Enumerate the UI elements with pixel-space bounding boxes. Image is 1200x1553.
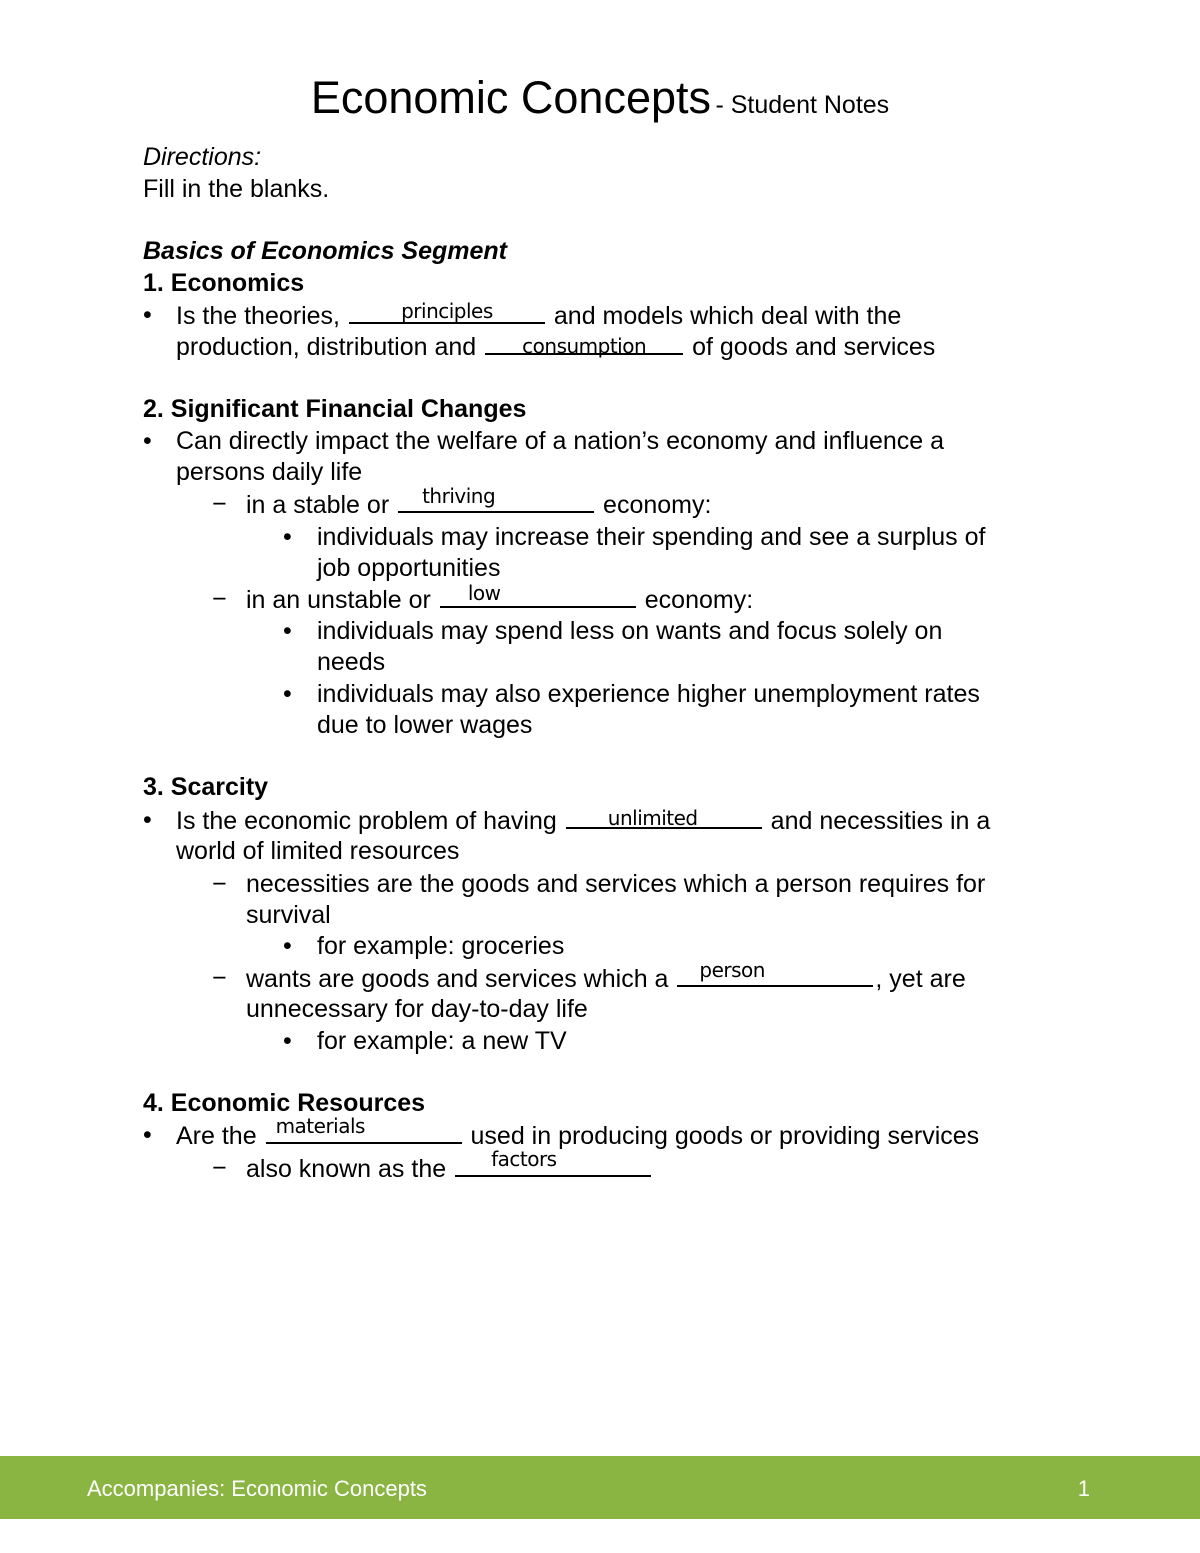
text-segment: and models which deal with the <box>553 302 902 330</box>
text-segment: also known as the <box>246 1155 447 1183</box>
fill-blank <box>398 484 594 513</box>
unstable-sub-2b: due to lower wages <box>317 711 533 739</box>
handwritten-answer: factors <box>491 1147 557 1171</box>
text-segment: economy: <box>644 586 754 614</box>
bullet-icon: • <box>283 523 292 551</box>
scarcity-wants-example: for example: a new TV <box>317 1027 567 1055</box>
fill-blank <box>349 300 545 324</box>
page-number: 1 <box>1077 1476 1090 1501</box>
dash-icon: − <box>212 490 227 518</box>
scarcity-necessities-example: for example: groceries <box>317 932 565 960</box>
fill-blank <box>677 958 873 987</box>
title-main: Economic Concepts <box>310 72 712 123</box>
text-segment: of goods and services <box>692 333 936 361</box>
scarcity-line-1 <box>176 805 990 837</box>
text-segment: wants are goods and services which a <box>246 965 669 993</box>
financial-line-1: Can directly impact the welfare of a nation’s economy and influence a <box>176 427 945 455</box>
unstable-sub-1a: individuals may spend less on wants and focus solely on <box>317 617 943 645</box>
unstable-sub-2a: individuals may also experience higher unemployment rates <box>317 680 980 708</box>
title-subtitle: - Student Notes <box>715 91 890 119</box>
bullet-icon: • <box>143 301 152 329</box>
footer-bar <box>0 1456 1200 1519</box>
scarcity-line-2: world of limited resources <box>176 837 460 865</box>
text-segment: Is the theories, <box>176 302 340 330</box>
text-segment: economy: <box>603 491 712 519</box>
economics-line-1 <box>176 300 901 332</box>
scarcity-necessities-b: survival <box>246 901 331 929</box>
bullet-icon: • <box>283 617 292 645</box>
stable-sub-1b: job opportunities <box>317 554 501 582</box>
segment-title: Basics of Economics Segment <box>143 237 508 265</box>
text-segment: Is the economic problem of having <box>176 807 557 835</box>
dash-icon: − <box>212 1154 227 1182</box>
bullet-icon: • <box>143 427 152 455</box>
section-heading-scarcity: 3. Scarcity <box>143 773 269 801</box>
section-heading-financial: 2. Significant Financial Changes <box>143 395 527 423</box>
unstable-sub-1b: needs <box>317 648 386 676</box>
dash-icon: − <box>212 585 227 613</box>
fill-blank <box>455 1147 651 1177</box>
section-heading-economics: 1. Economics <box>143 269 305 297</box>
financial-unstable-line <box>246 581 754 616</box>
handwritten-answer: person <box>699 958 765 982</box>
financial-stable-line <box>246 484 712 521</box>
text-segment: in an unstable or <box>246 586 431 614</box>
scarcity-wants-c: unnecessary for day-to-day life <box>246 995 588 1023</box>
dash-icon: − <box>212 964 227 992</box>
bullet-icon: • <box>283 932 292 960</box>
fill-blank <box>485 331 683 358</box>
handwritten-answer: materials <box>275 1114 365 1138</box>
handwritten-answer: low <box>467 581 501 605</box>
fill-blank <box>440 581 636 608</box>
scarcity-wants-a <box>246 958 966 995</box>
bullet-icon: • <box>143 806 152 834</box>
fill-blank <box>266 1114 462 1144</box>
bullet-icon: • <box>283 1027 292 1055</box>
text-segment: Are the <box>176 1122 257 1150</box>
scarcity-necessities-a: necessities are the goods and services which a person requires for <box>246 870 986 898</box>
page-title <box>0 72 1200 124</box>
bullet-icon: • <box>143 1121 152 1149</box>
handwritten-answer: consumption <box>522 334 647 358</box>
handwritten-answer: thriving <box>422 484 496 508</box>
section-heading-resources: 4. Economic Resources <box>143 1089 426 1117</box>
text-segment: in a stable or <box>246 491 390 519</box>
fill-blank <box>566 805 762 829</box>
dash-icon: − <box>212 870 227 898</box>
footer-text: Accompanies: Economic Concepts <box>87 1476 427 1501</box>
text-segment: used in producing goods or providing services <box>470 1122 980 1150</box>
economics-line-2 <box>176 331 935 363</box>
financial-line-2: persons daily life <box>176 458 363 486</box>
directions-label: Directions: <box>143 143 262 171</box>
bullet-icon: • <box>283 680 292 708</box>
text-segment: , yet are <box>875 965 966 993</box>
stable-sub-1a: individuals may increase their spending and see a surplus of <box>317 523 986 551</box>
text-segment: production, distribution and <box>176 333 477 361</box>
resources-line-2 <box>246 1147 653 1185</box>
handwritten-answer: principles <box>401 299 493 323</box>
text-segment: and necessities in a <box>770 807 991 835</box>
directions-text: Fill in the blanks. <box>143 175 330 203</box>
handwritten-answer: unlimited <box>607 806 698 830</box>
